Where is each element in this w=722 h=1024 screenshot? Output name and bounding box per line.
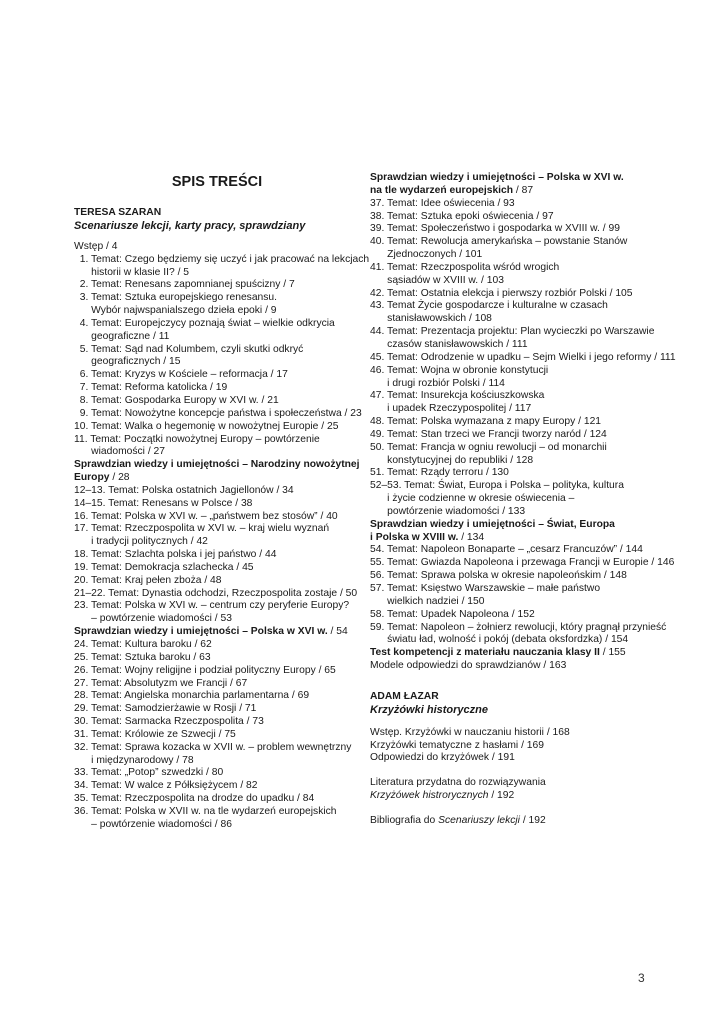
toc-entry: Sprawdzian wiedzy i umiejętności – Świat, Europa: [370, 518, 615, 530]
toc-entry: 35. Temat: Rzeczpospolita na drodze do upadku / 84: [74, 793, 315, 805]
toc-entry: 30. Temat: Sarmacka Rzeczpospolita / 73: [74, 716, 264, 728]
toc-entry: 10. Temat: Walka o hegemonię w nowożytnej Europie / 25: [74, 420, 339, 432]
toc-entry: 48. Temat: Polska wymazana z mapy Europy / 121: [370, 416, 602, 428]
toc-entry: 32. Temat: Sprawa kozacka w XVII w. – problem wewnętrzny: [74, 741, 352, 753]
toc-entries-left: [74, 240, 370, 832]
toc-entry: 23. Temat: Polska w XVI w. – centrum czy peryferie Europy?: [74, 600, 350, 612]
toc-entry: Modele odpowiedzi do sprawdzianów / 163: [370, 660, 567, 672]
literature-title: Krzyżówek histrorycznych: [370, 790, 489, 802]
toc-entry: i międzynarodowy / 78: [74, 754, 194, 766]
toc-entry: konstytucyjnej do republiki / 128: [370, 454, 534, 466]
toc-entry: 24. Temat: Kultura baroku / 62: [74, 639, 212, 650]
toc-entry: 29. Temat: Samodzierżawie w Rosji / 71: [74, 703, 257, 715]
toc-entry: 56. Temat: Sprawa polska w okresie napoleońskim / 148: [370, 570, 627, 582]
toc-entry: 59. Temat: Napoleon – żołnierz rewolucji, który pragnął przynieść: [370, 621, 667, 633]
toc-right-column: [370, 172, 676, 828]
toc-entry: 42. Temat: Ostatnia elekcja i pierwszy rozbiór Polski / 105: [370, 287, 633, 299]
toc-entry: Europy / 28: [74, 472, 130, 484]
literature-page: / 192: [488, 790, 515, 802]
literature-line-1: Literatura przydatna do rozwiązywania: [370, 777, 546, 789]
toc-entry: i upadek Rzeczypospolitej / 117: [370, 403, 532, 415]
toc-entry: 27. Temat: Absolutyzm we Francji / 67: [74, 677, 248, 689]
toc-entry: 20. Temat: Kraj pełen zboża / 48: [74, 574, 222, 586]
toc-entry: i tradycji politycznych / 42: [74, 536, 208, 548]
toc-entry: Test kompetencji z materiału nauczania klasy II / 155: [370, 647, 626, 659]
toc-entry: 5. Temat: Sąd nad Kolumbem, czyli skutki odkryć: [74, 343, 304, 355]
toc-entry: Zjednoczonych / 101: [370, 249, 483, 261]
toc-entry: 16. Temat: Polska w XVI w. – „państwem bez stosów” / 40: [74, 510, 338, 522]
toc-entry: 21–22. Temat: Dynastia odchodzi, Rzeczpospolita zostaje / 50: [74, 587, 358, 599]
toc-entry: światu ład, wolność i pokój (debata oksfordzka) / 154: [370, 634, 629, 646]
toc-entry: 4. Temat: Europejczycy poznają świat – wielkie odkrycia: [74, 317, 335, 329]
toc-entry: 44. Temat: Prezentacja projektu: Plan wycieczki po Warszawie: [370, 326, 655, 338]
toc-entry: 25. Temat: Sztuka baroku / 63: [74, 651, 211, 663]
toc-entry: historii w klasie II? / 5: [74, 266, 190, 278]
bibliography-prefix: Bibliografia do: [370, 814, 439, 826]
toc-entry: 1. Temat: Czego będziemy się uczyć i jak pracować na lekcjach: [74, 253, 370, 265]
section-title: Scenariusze lekcji, karty pracy, sprawdziany: [74, 219, 306, 232]
toc-entry: 46. Temat: Wojna w obronie konstytucji: [370, 364, 549, 376]
toc-entry: 43. Temat Życie gospodarcze i kulturalne w czasach: [370, 300, 608, 312]
toc-entry: 57. Temat: Księstwo Warszawskie – małe państwo: [370, 583, 601, 594]
toc-entry: – powtórzenie wiadomości / 53: [74, 613, 232, 625]
toc-entry: 3. Temat: Sztuka europejskiego renesansu.: [74, 292, 278, 304]
toc-entry: 19. Temat: Demokracja szlachecka / 45: [74, 561, 254, 573]
toc-entry: sąsiadów w XVIII w. / 103: [370, 274, 504, 286]
toc-entry: Odpowiedzi do krzyżówek / 191: [370, 752, 515, 764]
page-number: 3: [638, 971, 645, 985]
toc-entry: Sprawdzian wiedzy i umiejętności – Narodziny nowożytnej: [74, 459, 360, 471]
toc-entry: 37. Temat: Idee oświecenia / 93: [370, 197, 515, 209]
toc-entry: 6. Temat: Kryzys w Kościele – reformacja / 17: [74, 369, 288, 381]
toc-entry: stanisławowskich / 108: [370, 313, 492, 325]
toc-entry: wiadomości / 27: [74, 446, 165, 458]
toc-entry: – powtórzenie wiadomości / 86: [74, 818, 232, 830]
toc-entries-right: [370, 172, 676, 673]
toc-entry: 38. Temat: Sztuka epoki oświecenia / 97: [370, 210, 554, 222]
section-title-2: Krzyżówki historyczne: [370, 703, 488, 716]
literature-line-2: [370, 790, 652, 803]
toc-entry: wielkich nadziei / 150: [370, 595, 485, 607]
toc-entry: 31. Temat: Królowie ze Szwecji / 75: [74, 728, 236, 740]
section-author-2: ADAM ŁAZAR: [370, 690, 439, 702]
toc-entry: 8. Temat: Gospodarka Europy w XVI w. / 21: [74, 394, 279, 406]
toc-entry: 33. Temat: „Potop” szwedzki / 80: [74, 767, 224, 779]
toc-entry: 52–53. Temat: Świat, Europa i Polska – polityka, kultura: [370, 480, 624, 492]
toc-entry: powtórzenie wiadomości / 133: [370, 505, 526, 517]
toc-entry: i Polska w XVIII w. / 134: [370, 531, 485, 543]
toc-entry: 9. Temat: Nowożytne koncepcje państwa i społeczeństwa / 23: [74, 407, 362, 419]
toc-entry: 40. Temat: Rewolucja amerykańska – powstanie Stanów: [370, 236, 628, 248]
bibliography-line: [370, 815, 652, 828]
toc-entry: 41. Temat: Rzeczpospolita wśród wrogich: [370, 261, 560, 273]
toc-entry: czasów stanisławowskich / 111: [370, 338, 528, 350]
toc-entry: 2. Temat: Renesans zapomnianej spuścizny / 7: [74, 279, 295, 291]
toc-entry: 34. Temat: W walce z Półksiężycem / 82: [74, 780, 258, 792]
toc-entry: i drugi rozbiór Polski / 114: [370, 377, 505, 389]
toc-entry: 17. Temat: Rzeczpospolita w XVI w. – kraj wielu wyznań: [74, 523, 330, 535]
toc-entry: geograficzne / 11: [74, 330, 170, 342]
toc-entry: 54. Temat: Napoleon Bonaparte – „cesarz Francuzów” / 144: [370, 544, 643, 556]
toc-left-column: [74, 172, 370, 832]
crossword-entries: [370, 727, 652, 766]
toc-entry: 18. Temat: Szlachta polska i jej państwo / 44: [74, 549, 277, 561]
toc-entry: Wstęp. Krzyżówki w nauczaniu historii / 168: [370, 726, 570, 738]
toc-entry: 7. Temat: Reforma katolicka / 19: [74, 382, 228, 394]
toc-entry: 49. Temat: Stan trzeci we Francji tworzy naród / 124: [370, 428, 607, 440]
toc-entry: Wstęp / 4: [74, 240, 118, 252]
bibliography-page: / 192: [519, 814, 546, 826]
toc-entry: 28. Temat: Angielska monarchia parlamentarna / 69: [74, 690, 310, 702]
toc-entry: 14–15. Temat: Renesans w Polsce / 38: [74, 497, 253, 509]
bibliography-title: Scenariuszy lekcji: [438, 814, 520, 826]
toc-entry: 47. Temat: Insurekcja kościuszkowska: [370, 390, 545, 402]
toc-entry: 45. Temat: Odrodzenie w upadku – Sejm Wielki i jego reformy / 111: [370, 351, 676, 363]
section-author: TERESA SZARAN: [74, 207, 162, 218]
toc-entry: 39. Temat: Społeczeństwo i gospodarka w XVIII w. / 99: [370, 223, 620, 235]
toc-entry: 50. Temat: Francja w ogniu rewolucji – od monarchii: [370, 441, 607, 453]
toc-entry: 26. Temat: Wojny religijne i podział polityczny Europy / 65: [74, 664, 336, 676]
toc-entry: Wybór najwspanialszego dzieła epoki / 9: [74, 305, 277, 317]
toc-entry: Krzyżówki tematyczne z hasłami / 169: [370, 739, 544, 751]
toc-entry: 58. Temat: Upadek Napoleona / 152: [370, 608, 535, 620]
toc-entry: 12–13. Temat: Polska ostatnich Jagiellonów / 34: [74, 484, 294, 496]
toc-entry: 11. Temat: Początki nowożytnej Europy – powtórzenie: [74, 433, 320, 445]
toc-entry: na tle wydarzeń europejskich / 87: [370, 184, 534, 196]
toc-entry: i życie codzienne w okresie oświecenia –: [370, 493, 575, 505]
toc-entry: Sprawdzian wiedzy i umiejętności – Polska w XVI w. / 54: [74, 626, 348, 638]
toc-heading: SPIS TREŚCI: [171, 174, 263, 190]
toc-entry: 51. Temat: Rządy terroru / 130: [370, 467, 509, 479]
toc-entry: 36. Temat: Polska w XVII w. na tle wydarzeń europejskich: [74, 805, 337, 817]
toc-entry: Sprawdzian wiedzy i umiejętności – Polska w XVI w.: [370, 172, 624, 183]
toc-entry: geograficznych / 15: [74, 356, 181, 368]
toc-entry: 55. Temat: Gwiazda Napoleona i przewaga Francji w Europie / 146: [370, 557, 675, 569]
